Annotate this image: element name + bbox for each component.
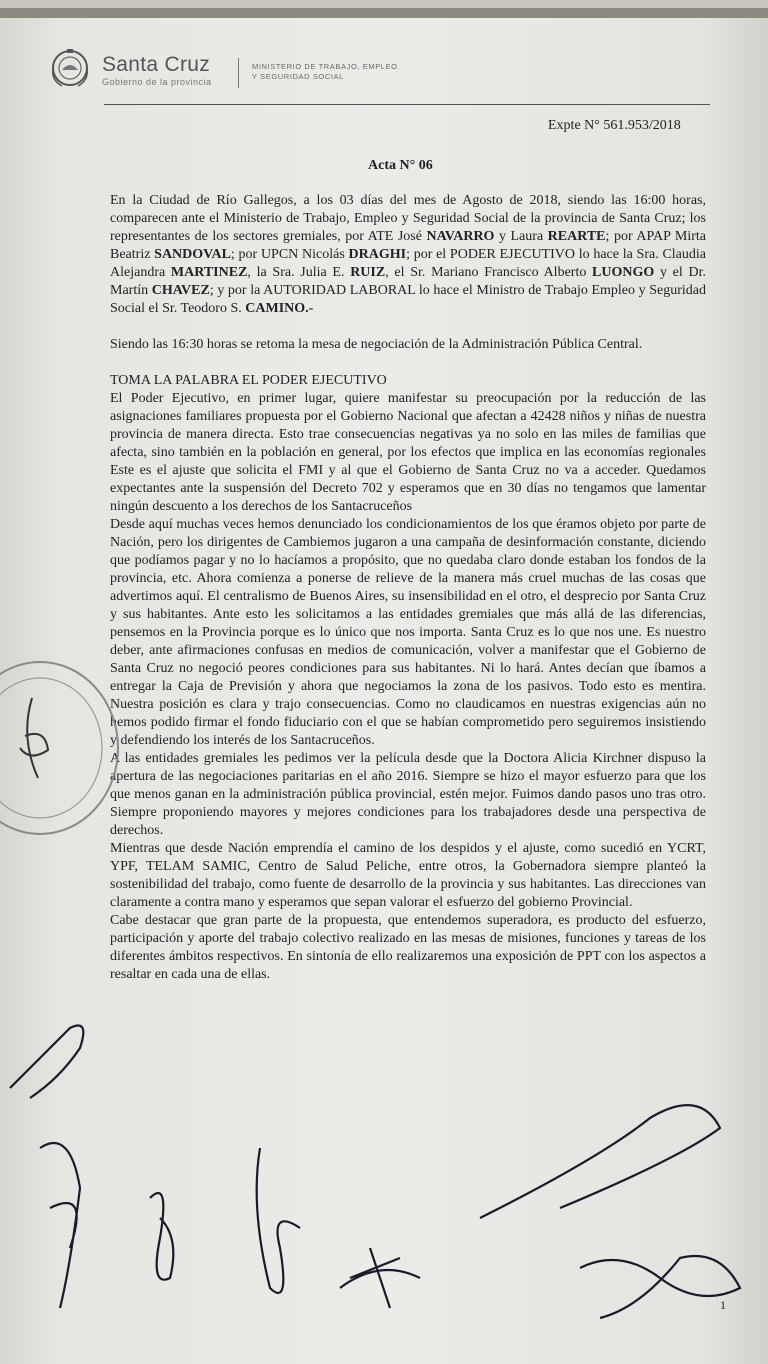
name-bold: CHAVEZ xyxy=(151,283,210,298)
name-bold: RUIZ xyxy=(350,265,386,280)
paragraph-family-allowances: El Poder Ejecutivo, en primer lugar, quiere manifestar su preocupación por la reducción de las asignaciones familiares propuesta por el Gobierno Nacional que afectan a 42428 niños y niñas de nuestra provincia de manera directa. Esto trae consecuencias negativas ya no solo en las miles de familias que afecta, sino también en la población en general, por los efectos que implica en las economías regionales Este es el ajuste que solicita el FMI y al que el Gobierno de Santa Cruz no va a acceder. Quedamos expectantes ante la suspensión del Decreto 702 y esperamos que en 30 días no tengamos que lamentar ningún descuento a los derechos de los Santacruceños xyxy=(110,391,706,514)
name-bold: LUONGO xyxy=(592,265,655,280)
text-run: , el Sr. Mariano Francisco Alberto xyxy=(385,265,593,280)
document-body xyxy=(110,192,706,984)
signature-6 xyxy=(480,1105,720,1218)
signatures xyxy=(0,1008,768,1364)
brand-subtitle: Gobierno de la provincia xyxy=(102,77,212,87)
paragraph-layoffs: Mientras que desde Nación emprendía el camino de los despidos y el ajuste, como sucedió en YCRT, YPF, TELAM SAMIC, Centro de Salud Peliche, entre otros, la Gobernadora siempre planteó la sostenibilidad del trabajo, como fuente de desarrollo de la provincia y sus habitantes. Las direcciones van claramente a contra mano y esperamos que sepan valorar el esfuerzo del gobierno Provincial. xyxy=(110,841,706,910)
file-number: Expte N° 561.953/2018 xyxy=(548,118,681,133)
name-bold: REARTE xyxy=(547,229,606,244)
section-heading: TOMA LA PALABRA EL PODER EJECUTIVO xyxy=(110,373,387,388)
paragraph-resume: Siendo las 16:30 horas se retoma la mesa de negociación de la Administración Pública Central. xyxy=(110,337,643,352)
text-run: y Laura xyxy=(494,229,548,244)
signature-3 xyxy=(150,1193,173,1280)
text-run: ; por UPCN Nicolás xyxy=(230,247,349,262)
brand-block xyxy=(102,54,212,87)
signature-2 xyxy=(40,1143,80,1308)
paragraph-attendance xyxy=(110,192,706,318)
signature-5 xyxy=(340,1248,420,1308)
document-page xyxy=(0,8,768,1364)
name-bold: CAMINO.- xyxy=(245,301,314,316)
text-run: ; por el PODER EJECUTIVO lo hace la Sra. Claudia Alejandra xyxy=(110,247,706,280)
text-run: y el Dr. Martín xyxy=(110,265,706,298)
ministry-line-2: Y SEGURIDAD SOCIAL xyxy=(252,72,344,81)
ministry-name xyxy=(252,62,398,82)
header-rule xyxy=(104,104,710,105)
ministry-line-1: MINISTERIO DE TRABAJO, EMPLEO xyxy=(252,62,398,71)
text-run: En la Ciudad de Río Gallegos, a los 03 días del mes de Agosto de 2018, siendo las 16:00 horas, comparecen ante el Ministerio de Trabajo, Empleo y Seguridad Social de la provincia de Santa Cruz; los representantes de los sectores gremiales, por ATE José xyxy=(110,193,706,244)
province-seal-icon xyxy=(50,46,90,90)
name-bold: MARTINEZ xyxy=(170,265,248,280)
paragraph-negotiations: A las entidades gremiales les pedimos ver la película desde que la Doctora Alicia Kirchner dispuso la apertura de las negociaciones paritarias en el año 2016. Siempre se hizo el mayor esfuerzo para que los que menos ganan en la administración pública provincial, estén mejor. Fuimos dando pasos uno tras otro. Siempre proponiendo mayores y mejores condiciones para los trabajadores desde una perspectiva de derechos. xyxy=(110,751,706,838)
document-title: Acta N° 06 xyxy=(368,158,433,173)
name-bold: DRAGHI xyxy=(348,247,407,262)
page-number: 1 xyxy=(720,1298,726,1312)
paper-edge xyxy=(0,8,768,18)
paragraph-proposal: Cabe destacar que gran parte de la propuesta, que entendemos superadora, es producto del esfuerzo, participación y aporte del trabajo colectivo realizado en las mesas de misiones, funciones y tareas de los diferentes ámbitos respectivos. En sintonía de ello realizaremos una exposición de PPT con los aspectos a resaltar en cada una de ellas. xyxy=(110,913,706,982)
text-run: ; por APAP Mirta Beatriz xyxy=(110,229,706,262)
brand-name: Santa Cruz xyxy=(102,53,211,76)
signature-7 xyxy=(580,1256,740,1318)
text-run: , la Sra. Julia E. xyxy=(247,265,351,280)
official-stamp xyxy=(0,658,120,838)
paragraph-nation-conditions: Desde aquí muchas veces hemos denunciado los condicionamientos de los que éramos objeto por parte de Nación, pero los dirigentes de Cambiemos jugaron a una campaña de desinformación constante, diciendo que podíamos pagar y no lo hacíamos a propósito, que no quedaba claro donde estaban los fondos de la provincia, etc. Ahora comienza a ponerse de relieve de la manera más cruel muchas de las cosas que advertimos aquí. El centralismo de Buenos Aires, su insensibilidad en el otro, el desprecio por Santa Cruz y sus habitantes. Ante esto les solicitamos a las entidades gremiales que más allá de las diferencias, pensemos en la Provincia porque es lo único que nos importa. Santa Cruz es lo que nos une. Es nuestro deber, ante afirmaciones confusas en medios de comunicación, volver a manifestar que el Gobierno de Santa Cruz no negoció peores condiciones para sus habitantes. Ni lo hará. Antes decían que íbamos a entregar la Caja de Previsión y ahora que negociamos la zona de los pasivos. Todo esto es mentira. Nuestra posición es clara y trajo consecuencias. Como no claudicamos en nuestras exigencias aún no hemos podido firmar el fondo fiduciario con el que se habían comprometido pero seguiremos insistiendo y defendiendo los interés de los Santacruceños. xyxy=(110,517,706,748)
header-divider xyxy=(238,58,239,88)
text-run: ; y por la AUTORIDAD LABORAL lo hace el Ministro de Trabajo Empleo y Seguridad Social el Sr. Teodoro S. xyxy=(110,283,706,316)
signature-4 xyxy=(257,1148,300,1293)
name-bold: SANDOVAL xyxy=(154,247,231,262)
signature-1 xyxy=(10,1026,83,1099)
name-bold: NAVARRO xyxy=(426,229,495,244)
